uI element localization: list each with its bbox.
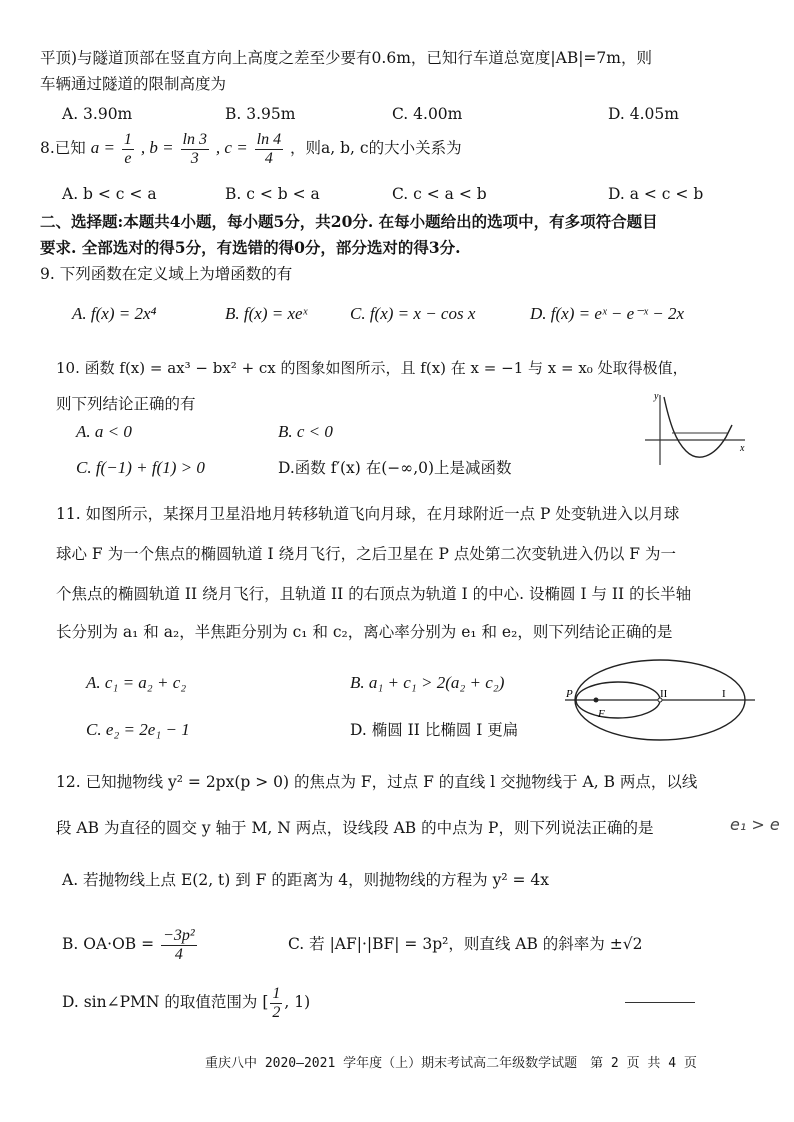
q12-line2: 段 AB 为直径的圆交 y 轴于 M, N 两点，设线段 AB 的中点为 P，则下列说法正确的是 [56,819,654,837]
q12-option-c: C. 若 |AF|·|BF| = 3p²，则直线 AB 的斜率为 ±√2 [288,935,643,953]
q8-b-num: ln 3 [182,130,207,148]
q11-line1: 11. 如图所示，某探月卫星沿地月转移轨道飞向月球，在月球附近一点 P 处变轨进入以月球 [56,505,680,523]
pen-stroke [625,1002,695,1003]
q8-prefix: 8.已知 [40,139,86,157]
q7-line2: 车辆通过隧道的限制高度为 [40,75,227,93]
q12-option-a: A. 若抛物线上点 E(2, t) 到 F 的距离为 4，则抛物线的方程为 y² = 4x [62,871,549,889]
q11-option-b: B. a₁ + c₁ > 2(a₂ + c₂) [350,673,505,692]
fig-label-I: I [722,688,726,700]
q10-option-d: D.函数 f′(x) 在(−∞,0)上是减函数 [278,459,512,477]
q8-a-den: e [124,149,132,167]
fig-label-F: F [598,708,605,720]
q11-option-a: A. c₁ = a₂ + c₂ [86,673,187,692]
q8-stem [40,128,462,168]
q8-a-num: 1 [123,130,132,148]
q8-option-b: B. c < b < a [225,185,320,203]
q10-option-b: B. c < 0 [278,422,333,441]
q12-option-d-num: 1 [272,984,281,1002]
q8-option-d: D. a < c < b [608,185,704,203]
q12-option-b-fraction [161,927,197,964]
graph-x-label: x [740,443,745,454]
q7-option-d: D. 4.05m [608,105,679,123]
q12-option-b [62,924,199,964]
q12-margin-note: e₁ > e [730,815,780,834]
q10-line2: 则下列结论正确的有 [56,395,196,413]
q10-line1: 10. 函数 f(x) = ax³ − bx² + cx 的图象如图所示，且 f(x) 在 x = −1 与 x = x₀ 处取得极值， [56,359,688,377]
q8-option-a: A. b < c < a [62,185,157,203]
graph-y-label: y [654,391,659,402]
section2-line2: 要求. 全部选对的得5分，有选错的得0分，部分选对的得3分. [40,238,461,257]
q8-b-lhs: , b = [140,138,174,157]
q12-option-b-den: 4 [174,945,183,963]
q8-b-fraction [181,131,209,168]
q7-option-c: C. 4.00m [392,105,463,123]
q12-option-b-num: −3p² [163,926,195,944]
q10-cubic-graph [640,385,750,475]
q11-ellipse-figure [560,655,760,745]
q8-a-lhs: a = [90,138,115,157]
fig-label-II: II [660,688,668,700]
q7-option-b: B. 3.95m [225,105,296,123]
q12-option-b-prefix: B. OA·OB = [62,935,155,953]
q10-option-c: C. f(−1) + f(1) > 0 [76,458,205,477]
q9-option-a: A. f(x) = 2x⁴ [72,304,157,323]
q12-option-d [62,982,310,1022]
q8-c-num: ln 4 [256,130,282,148]
focus-F-point [594,698,599,703]
q7-option-a: A. 3.90m [62,105,133,123]
fig-label-P: P [566,688,573,700]
q8-option-c: C. c < a < b [392,185,487,203]
q12-line1: 12. 已知抛物线 y² = 2px(p > 0) 的焦点为 F，过点 F 的直线 l 交抛物线于 A, B 两点，以线 [56,773,698,791]
q9-option-b: B. f(x) = xeˣ [225,304,308,323]
q11-option-c: C. e₂ = 2e₁ − 1 [86,720,190,739]
q12-option-d-prefix: D. sin∠PMN 的取值范围为 [ [62,993,269,1011]
q8-suffix: ，则a, b, c的大小关系为 [290,139,462,157]
q8-c-fraction [255,131,283,168]
q11-line4: 长分别为 a₁ 和 a₂，半焦距分别为 c₁ 和 c₂，离心率分别为 e₁ 和 e₂，则下列结论正确的是 [56,623,673,641]
q12-option-d-fraction [270,985,282,1022]
q11-line3: 个焦点的椭圆轨道 II 绕月飞行，且轨道 II 的右顶点为轨道 I 的中心. 设椭圆 I 与 II 的长半轴 [56,585,692,603]
q10-option-a: A. a < 0 [76,422,132,441]
q9-option-c: C. f(x) = x − cos x [350,304,476,323]
q12-option-d-den: 2 [272,1003,281,1021]
q8-a-fraction [122,131,134,168]
q11-line2: 球心 F 为一个焦点的椭圆轨道 I 绕月飞行，之后卫星在 P 点处第二次变轨进入仍以 F 为一 [56,545,676,563]
q9-option-d: D. f(x) = eˣ − e⁻ˣ − 2x [530,304,684,323]
section2-line1: 二、选择题:本题共4小题，每小题5分，共20分. 在每小题给出的选项中，有多项符合题目 [40,212,658,231]
q11-option-d: D. 椭圆 II 比椭圆 I 更扁 [350,721,519,739]
q8-b-den: 3 [190,149,199,167]
q8-c-lhs: , c = [215,138,248,157]
q9-stem: 9. 下列函数在定义域上为增函数的有 [40,265,293,283]
q7-line1: 平顶)与隧道顶部在竖直方向上高度之差至少要有0.6m，已知行车道总宽度|AB|=7m，则 [40,49,652,67]
q12-option-d-suffix: , 1) [284,993,311,1011]
page-footer: 重庆八中 2020—2021 学年度（上）期末考试高二年级数学试题 第 2 页 共 4 页 [205,1056,697,1071]
cubic-curve [664,397,732,457]
q8-c-den: 4 [264,149,273,167]
